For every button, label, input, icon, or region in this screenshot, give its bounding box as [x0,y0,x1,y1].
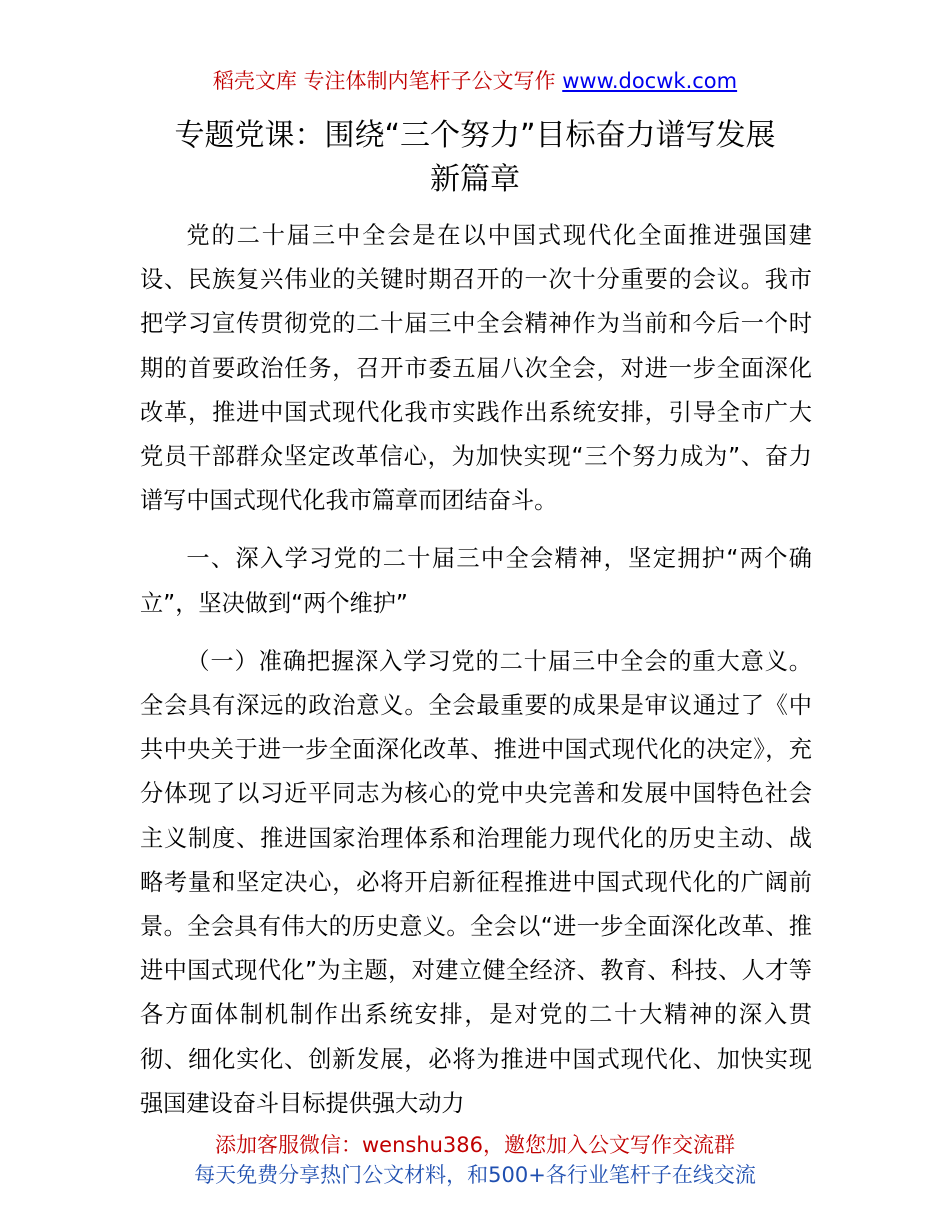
footer-contact-line: 添加客服微信：wenshu386，邀您加入公文写作交流群 [214,1133,736,1157]
website-link[interactable]: www.docwk.com [562,69,738,93]
header-banner [0,66,950,96]
brand-text: 稻壳文库 专注体制内笔杆子公文写作 [212,69,563,93]
intro-paragraph: 党的二十届三中全会是在以中国式现代化全面推进强国建设、民族复兴伟业的关键时期召开的一次十分重要的会议。我市把学习宣传贯彻党的二十届三中全会精神作为当前和今后一个时期的首要政治任务，召开市委五届八次全会，对进一步全面深化改革，推进中国式现代化我市实践作出系统安排，引导全市广大党员干部群众坚定改革信心，为加快实现“三个努力成为”、奋力谱写中国式现代化我市篇章而团结奋斗。 [140,222,812,515]
subsection-paragraph-1: （一）准确把握深入学习党的二十届三中全会的重大意义。全会具有深远的政治意义。全会最重要的成果是审议通过了《中共中央关于进一步全面深化改革、推进中国式现代化的决定》，充分体现了以习近平同志为核心的党中央完善和发展中国特色社会主义制度、推进国家治理体系和治理能力现代化的历史主动、战略考量和坚定决心，必将开启新征程推进中国式现代化的广阔前景。全会具有伟大的历史意义。全会以“进一步全面深化改革、推进中国式现代化”为主题，对建立健全经济、教育、科技、人才等各方面体制机制作出系统安排，是对党的二十大精神的深入贯彻、细化实化、创新发展，必将为推进中国式现代化、加快实现强国建设奋斗目标提供强大动力 [140,647,812,1117]
document-title [140,114,810,202]
title-line-1: 专题党课：围绕“三个努力”目标奋力谱写发展 [174,118,776,153]
document-body [140,214,812,1126]
title-line-2: 新篇章 [430,162,520,197]
footer-share-line: 每天免费分享热门公文材料，和500+各行业笔杆子在线交流 [194,1163,756,1187]
section-heading-1: 一、深入学习党的二十届三中全会精神，坚定拥护“两个确立”，坚决做到“两个维护” [140,545,812,617]
footer-promo [0,1130,950,1190]
